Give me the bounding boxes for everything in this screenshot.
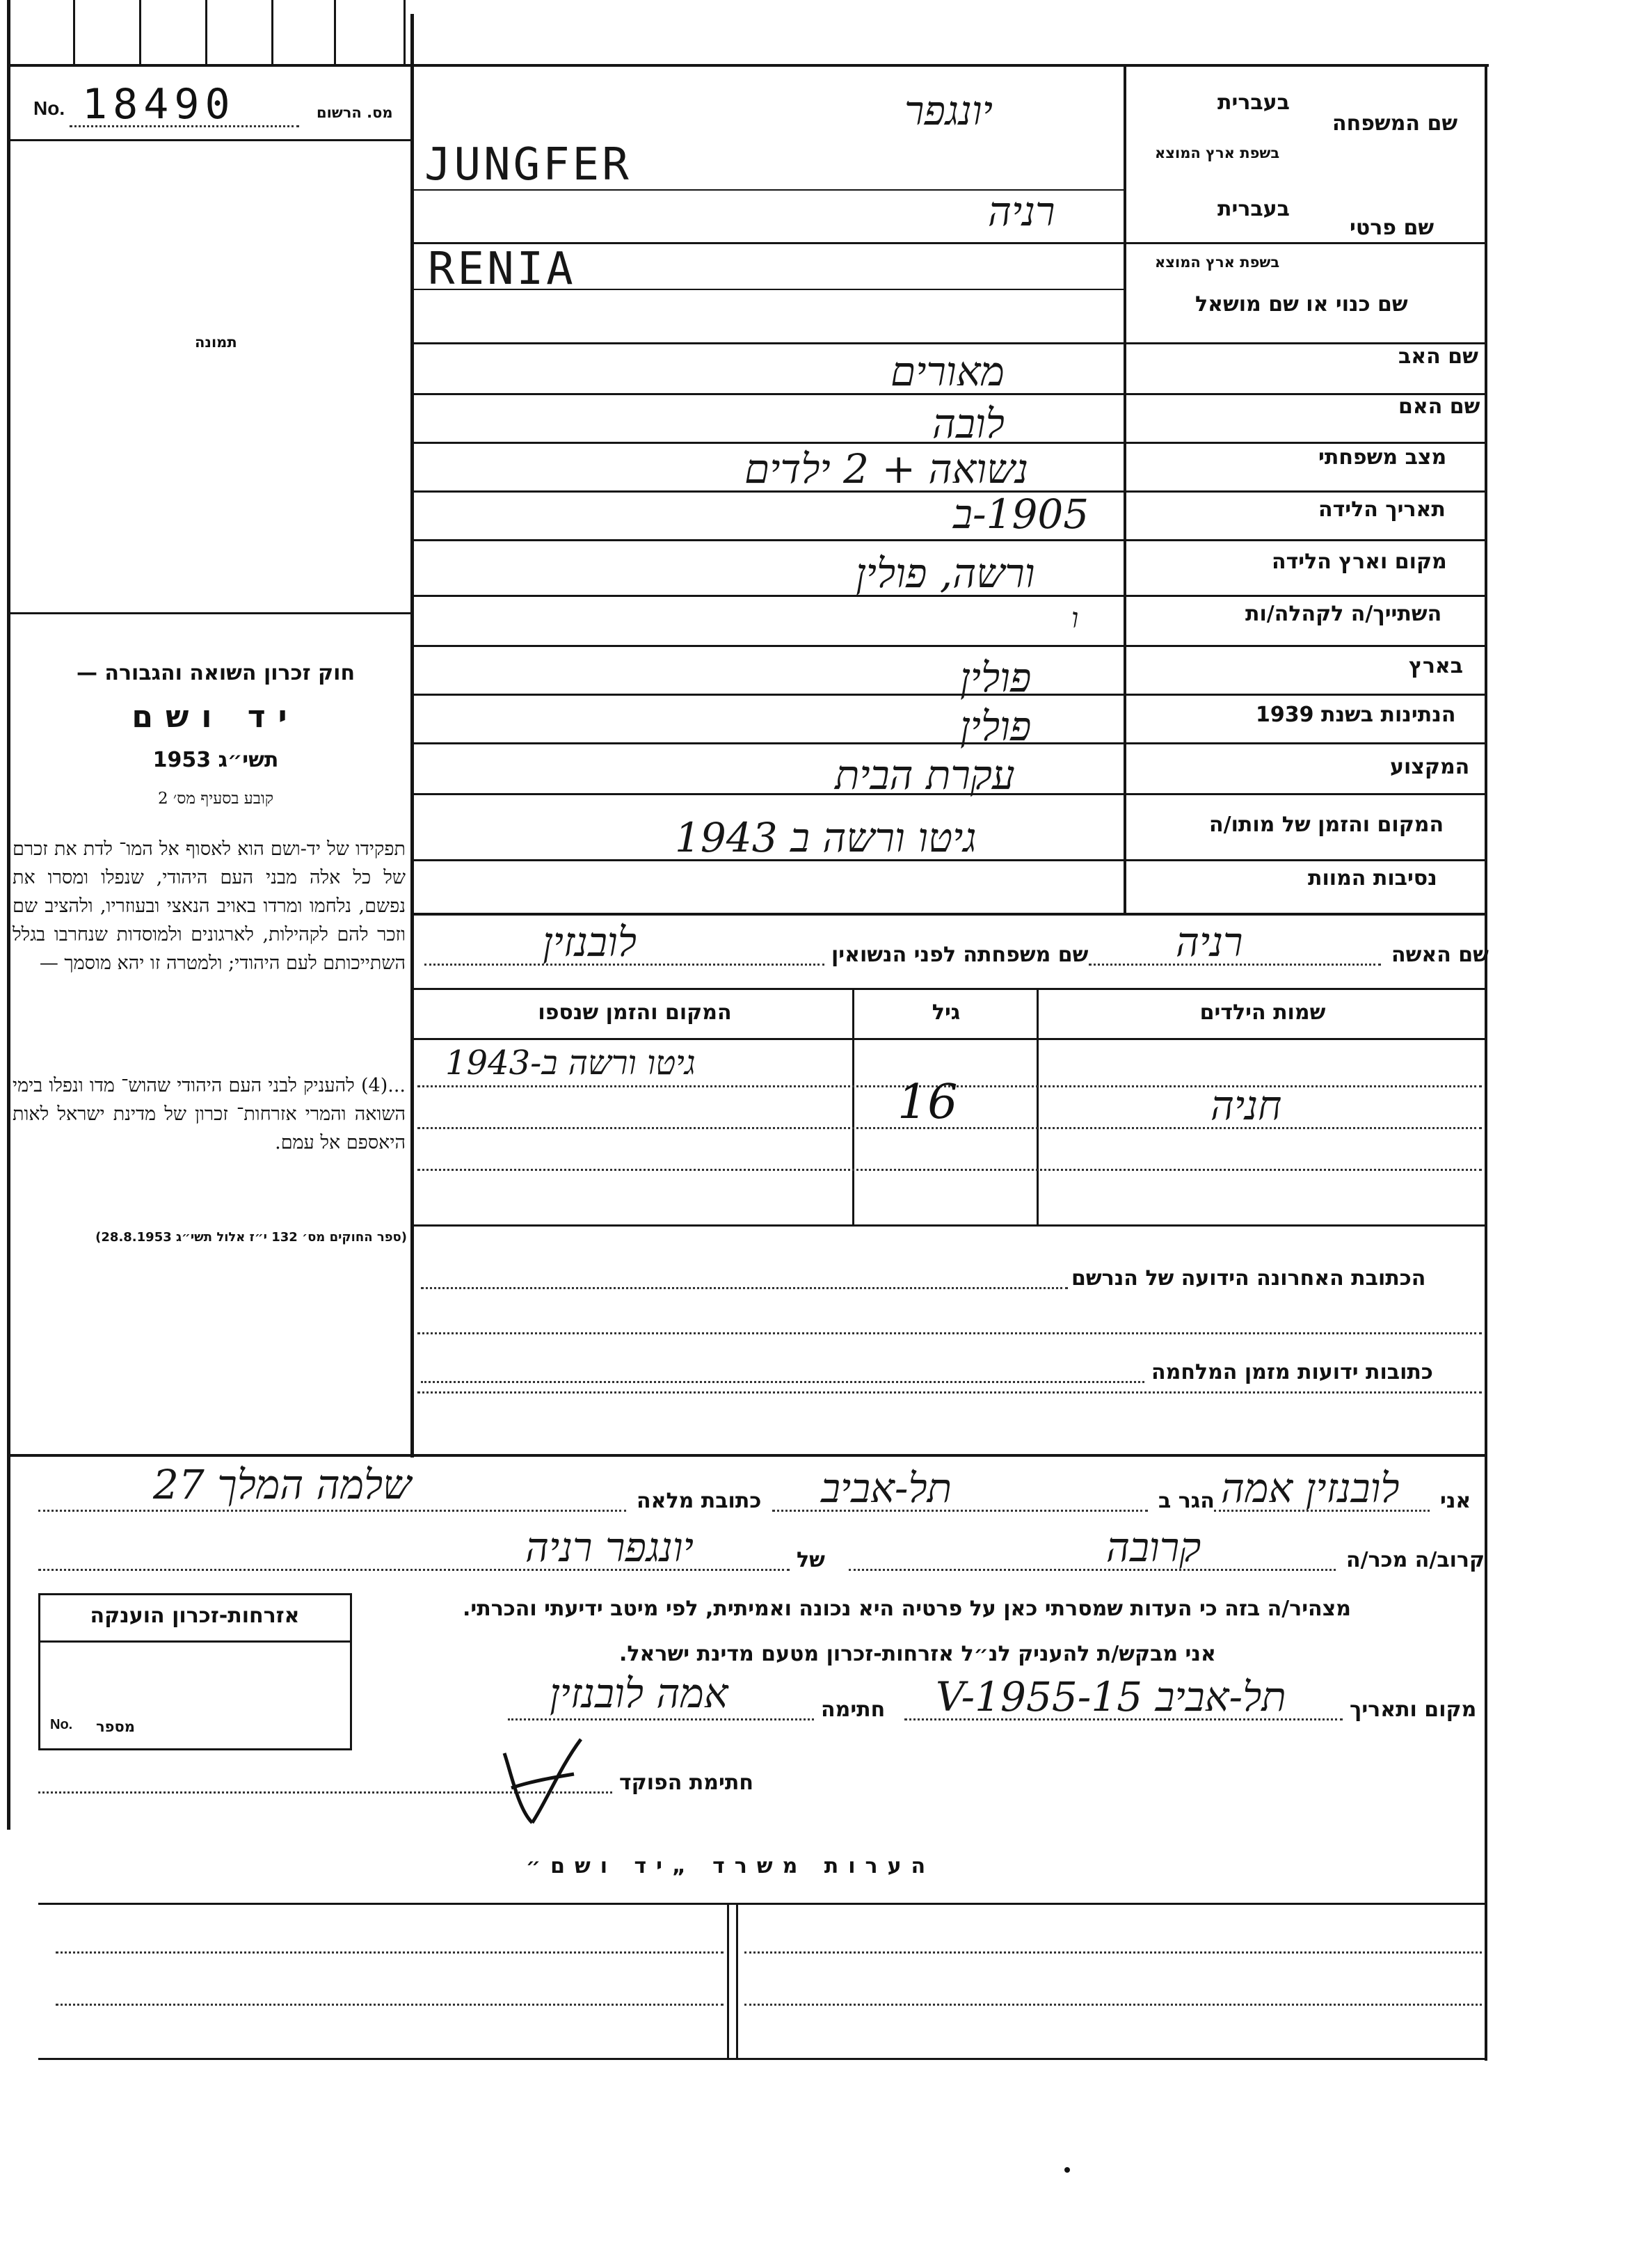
children-header-age: גיל xyxy=(932,1000,961,1025)
row-line-4 xyxy=(414,342,1485,344)
row-line-11 xyxy=(414,694,1485,696)
top-tick-1 xyxy=(73,0,75,66)
top-tick-6 xyxy=(403,0,406,66)
place-date-line xyxy=(904,1718,1343,1720)
father-name-label: שם האב xyxy=(1398,344,1478,369)
family-name-label: שם המשפחה xyxy=(1332,111,1458,136)
birth-date-label: תאריך הלידה xyxy=(1318,497,1446,522)
citizenship-box-number-label: מספר xyxy=(96,1718,135,1735)
row-line-17 xyxy=(414,1038,1485,1040)
children-col-divider-2 xyxy=(1037,988,1039,1224)
last-known-address-label: הכתובת האחרונה הידועה של הנרשם xyxy=(1071,1266,1426,1291)
children-header-names: שמות הילדים xyxy=(1199,1000,1326,1025)
relation-value: קרובה xyxy=(1106,1524,1201,1571)
profession-value: פולין xyxy=(960,703,1032,750)
child-1-place-time: גיטו ורשה ב-1943 xyxy=(445,1044,696,1083)
row-line-10 xyxy=(414,645,1485,647)
office-notes-line-1 xyxy=(56,1951,724,1954)
first-name-origin-label: בשפת ארץ המוצא xyxy=(1155,254,1280,271)
top-tick-5 xyxy=(334,0,336,66)
citizenship-1939-value: פולין xyxy=(960,654,1032,701)
signature-line xyxy=(508,1718,814,1720)
family-name-origin-value: JUNGFER xyxy=(424,139,632,191)
citizenship-box-no-label: No. xyxy=(50,1717,73,1732)
citizenship-box-divider xyxy=(38,1640,350,1643)
community-value: ורשה, פולין xyxy=(856,550,1035,597)
declaration-statement: מצהיר/ה בזה כי העדות שמסרתי כאן על פרטיה היא נכונה ואמיתית, לפי מיטב ידיעתי והכרתי. xyxy=(463,1597,1351,1621)
city-value: תל-אביב xyxy=(821,1464,952,1512)
relative-label: קרוב/ה מכר/ה xyxy=(1346,1548,1485,1572)
first-name-label: שם פרטי xyxy=(1350,216,1435,240)
office-notes-line-4 xyxy=(744,2004,1482,2006)
citizenship-1939-label: הנתינות בשנת 1939 xyxy=(1256,703,1456,727)
community-label: השתייך/ה לקהלה/ות xyxy=(1245,602,1442,626)
main-vertical xyxy=(410,14,414,1458)
in-country-value: ו xyxy=(1071,602,1079,634)
mother-name-value: מאורים xyxy=(890,348,1005,395)
maiden-name-label: שם משפחתה לפני הנשואין xyxy=(831,943,1089,967)
birth-place-label: מקום וארץ הלידה xyxy=(1272,550,1447,574)
place-date-label: מקום ותאריך xyxy=(1350,1698,1477,1722)
left-header-line xyxy=(7,139,412,141)
top-tick-2 xyxy=(139,0,141,66)
officer-signature-label: חתימת הפוקד xyxy=(619,1771,753,1795)
office-notes-divider-2 xyxy=(736,1903,738,2059)
office-notes-top-line xyxy=(38,1903,1487,1905)
row-line-15 xyxy=(414,913,1485,916)
law-title: חוק זכרון השואה והגבורה — xyxy=(76,661,355,685)
place-date-value: תל-אביב 15-V-1955 xyxy=(936,1673,1286,1720)
city-line xyxy=(772,1510,1148,1512)
address-line-1 xyxy=(417,1332,1482,1334)
nickname-label: שם כנוי או שם מושאל xyxy=(1195,292,1408,317)
family-name-hebrew-label: בעברית xyxy=(1217,90,1290,115)
office-notes-divider-1 xyxy=(727,1903,729,2059)
declaration-top-line xyxy=(7,1454,1487,1457)
signature-value: אמה לובנזין xyxy=(550,1670,728,1717)
law-year: תשי״ג 1953 xyxy=(152,748,279,772)
profession-label: המקצוע xyxy=(1390,755,1470,779)
last-known-address-line xyxy=(421,1287,1068,1289)
marital-status-label: מצב משפחתי xyxy=(1318,445,1447,470)
top-tick-4 xyxy=(271,0,273,66)
row-line-12 xyxy=(414,742,1485,744)
first-name-hebrew-label: בעברית xyxy=(1217,197,1290,221)
of-value: יונגפר רניה xyxy=(525,1524,694,1571)
death-cause-value: גיטו ורשה ב 1943 xyxy=(675,814,977,861)
address-value: שלמה המלך 27 xyxy=(153,1461,412,1508)
of-line xyxy=(38,1569,790,1571)
wartime-address-line xyxy=(421,1381,1144,1383)
family-name-origin-label: בשפת ארץ המוצא xyxy=(1155,145,1280,161)
law-paragraph-2: ...(4) להעניק לבני העם היהודי שהוש־ מדו ונפלו בימי השואה והמרי אזרחות־ זכרון של מדינת ישראל לאות היאספם אל עמם. xyxy=(13,1075,406,1153)
photo-label: תמונה xyxy=(195,334,237,351)
child-1-age: 16 xyxy=(897,1075,958,1130)
declarant-name-line xyxy=(1214,1510,1430,1512)
death-place-time-label: המקום והזמן של מותו/ה xyxy=(1209,813,1444,837)
wife-label: שם האשה xyxy=(1391,943,1489,967)
registration-label: מס. הרשום xyxy=(317,104,393,121)
declaration-request: אני מבקש/ת להעניק לנ״ל אזרחות-זכרון מטעם מדינת ישראל. xyxy=(619,1642,1216,1666)
relation-line xyxy=(849,1569,1336,1571)
declarant-name-value: לובנזין אמה xyxy=(1221,1464,1400,1512)
children-bottom-line xyxy=(414,1224,1485,1227)
citizenship-box-title: אזרחות-זכרון הוענקה xyxy=(90,1604,300,1628)
declarant-i-label: אני xyxy=(1440,1489,1471,1513)
first-name-hebrew-value: רניה xyxy=(988,188,1055,235)
label-column-divider xyxy=(1124,64,1126,913)
scan-speck xyxy=(1064,2167,1070,2173)
registration-number: 18490 xyxy=(82,80,236,129)
row-line-8 xyxy=(414,539,1485,541)
officer-signature-mark xyxy=(490,1725,595,1830)
law-paragraph-1: תפקידו של יד-ושם הוא לאסוף אל המו־ לדת את זכרם של כל אלה מבני העם היהודי, שנפלו ומסרו את נפשם, נלחמו ומרדו באויב הנאצי ובעוזריו, ולהציב שם וזכר להם לקהילות, לארגונים ולמוסדות שנחרבו בגלל השתייכותם לעם היהודי; ולמטרה זו יהא מוסמך — xyxy=(13,838,406,974)
frame-right xyxy=(1485,64,1487,2061)
office-notes-title: הערות משרד „יד ושם״ xyxy=(525,1854,936,1878)
office-notes-bottom-line xyxy=(38,2058,1487,2060)
row-line-16 xyxy=(414,988,1485,990)
death-cause-label: נסיבות המוות xyxy=(1308,866,1437,891)
office-notes-line-2 xyxy=(56,2004,724,2006)
wartime-address-label: כתובות ידועות מזמן המלחמה xyxy=(1151,1360,1433,1384)
death-place-time-value: עקרת הבית xyxy=(835,751,1015,799)
address-line-2 xyxy=(417,1391,1482,1393)
birth-date-value: נשואה + 2 ילדים xyxy=(744,445,1029,493)
of-label: של xyxy=(797,1548,825,1572)
registration-number-line xyxy=(70,125,299,127)
law-name: יד ושם xyxy=(131,699,300,735)
first-name-origin-value: RENIA xyxy=(428,243,576,295)
maiden-name-value: לובנזין xyxy=(543,918,637,966)
birth-place-value: 1905-ב xyxy=(953,490,1089,538)
frame-top xyxy=(7,64,1489,67)
office-notes-line-3 xyxy=(744,1951,1482,1954)
signature-label: חתימה xyxy=(821,1698,886,1722)
address-label: כתובת מלאה xyxy=(637,1489,762,1513)
children-row-line-3 xyxy=(417,1169,1482,1171)
mother-name-label: שם האם xyxy=(1398,394,1480,419)
children-col-divider-1 xyxy=(852,988,854,1224)
child-1-name: חניה xyxy=(1210,1082,1282,1129)
frame-left xyxy=(7,0,10,1830)
registration-no-label: No. xyxy=(33,97,65,119)
address-value-line xyxy=(38,1510,626,1512)
in-country-label: בארץ xyxy=(1409,654,1464,678)
marital-status-value: לובה xyxy=(932,400,1005,447)
left-mid-line xyxy=(7,612,412,614)
family-name-hebrew-value: יונגפר xyxy=(904,87,993,134)
law-section: קובע בסעיף מס׳ 2 xyxy=(157,790,274,808)
wife-value: רניה xyxy=(1176,918,1243,966)
law-footnote: (ספר החוקים מס׳ 132 י״ז אלול תשי״ג 28.8.1953) xyxy=(95,1230,407,1245)
top-tick-3 xyxy=(205,0,207,66)
resident-label: הגר ב xyxy=(1158,1489,1215,1513)
children-header-place: המקום והזמן שנספו xyxy=(538,1000,732,1025)
